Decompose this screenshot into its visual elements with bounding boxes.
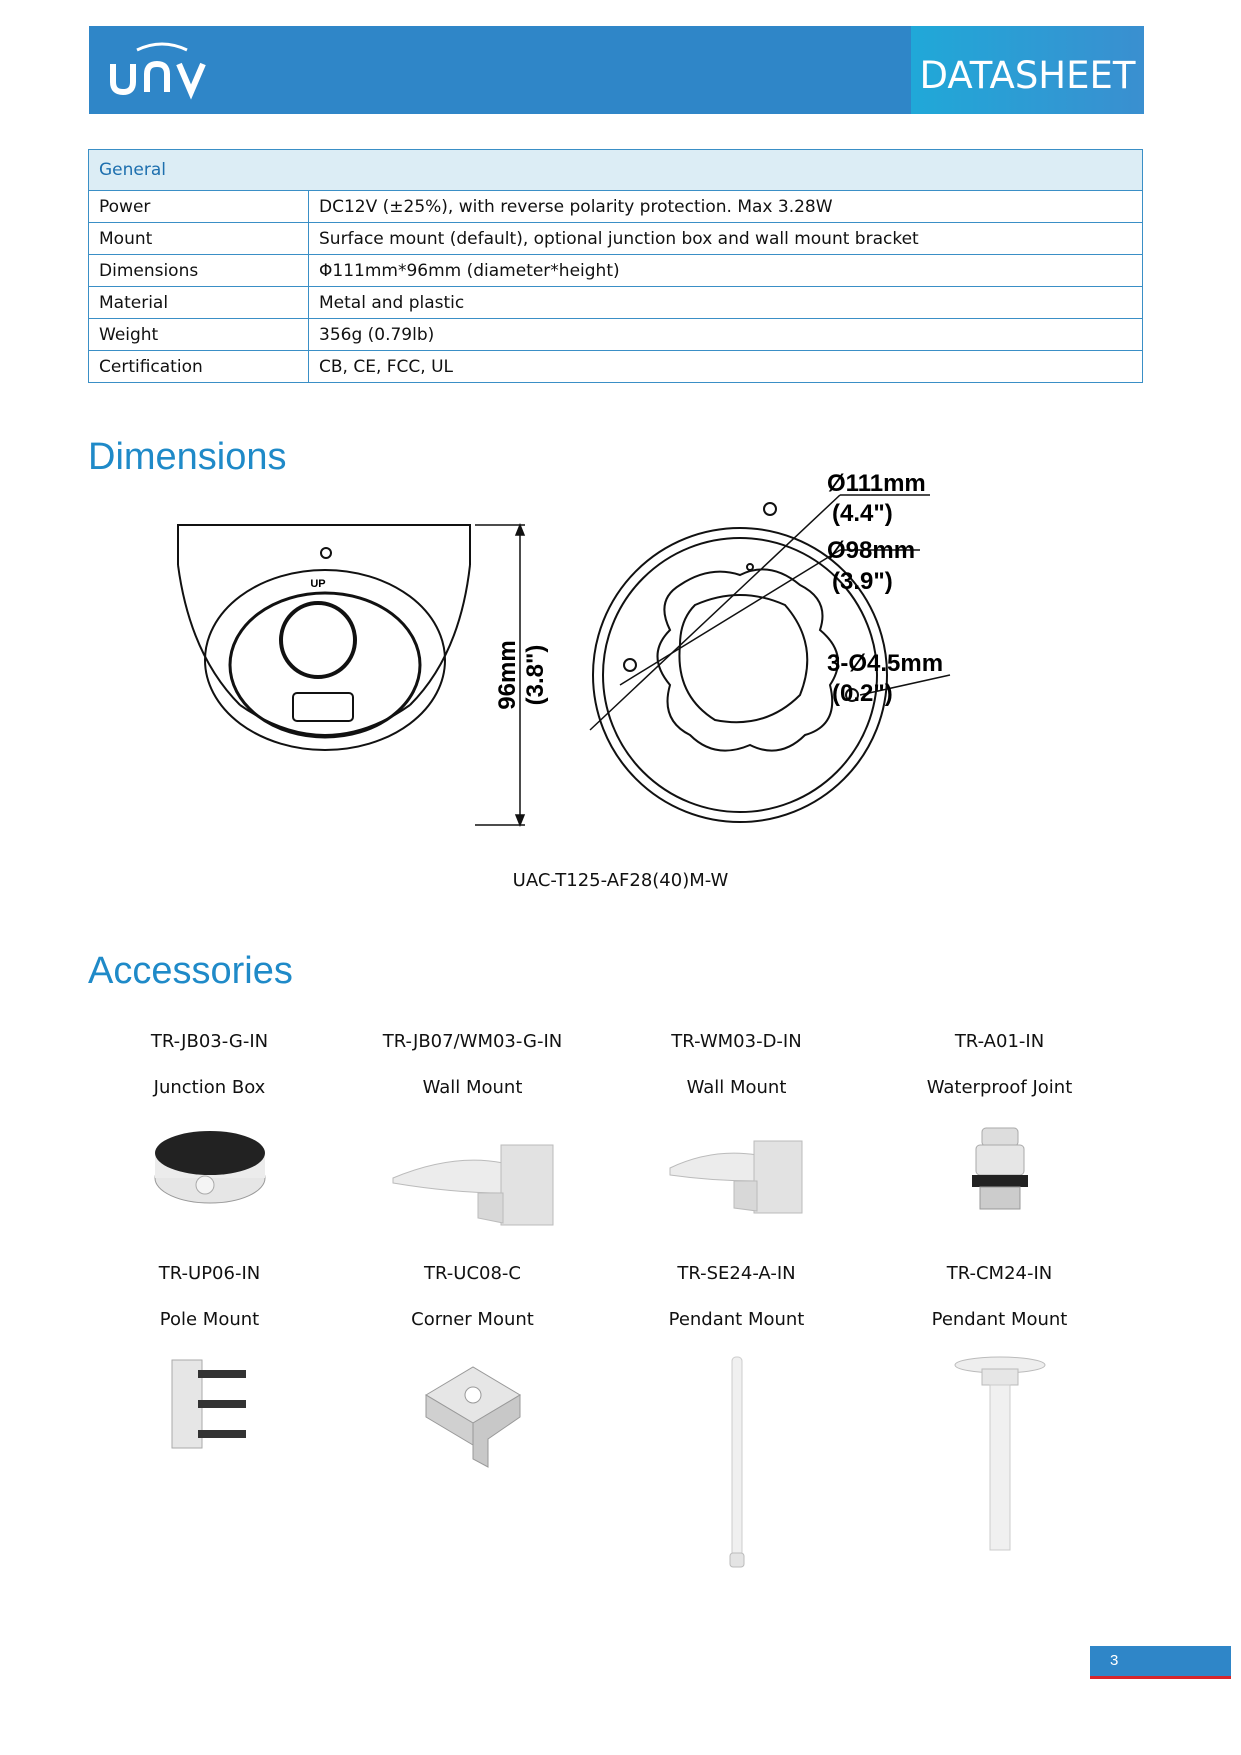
accessory-code: TR-JB07/WM03-G-IN [382,1031,563,1052]
accessory-code: TR-A01-IN [954,1031,1045,1052]
accessory-name: Wall Mount [686,1077,787,1098]
accessory-code: TR-CM24-IN [946,1263,1053,1284]
spec-value: Surface mount (default), optional junction box and wall mount bracket [309,223,1143,255]
unv-logo [107,40,217,100]
height-mm-label: 96mm [494,640,521,710]
page-number: 3 [1110,1652,1119,1669]
spec-value: Metal and plastic [309,287,1143,319]
waterproof-joint-icon [960,1123,1040,1223]
accessory-item [868,1263,1131,1555]
corner-mount-icon [418,1355,528,1475]
wall-mount-icon [383,1123,563,1233]
spec-key: Weight [89,319,309,351]
dimension-drawing [150,470,1080,845]
spec-key: Certification [89,351,309,383]
side-view-drawing [178,525,470,750]
accessory-code: TR-UC08-C [424,1263,521,1284]
accessory-code: TR-WM03-D-IN [671,1031,802,1052]
spec-value: 356g (0.79lb) [309,319,1143,351]
accessory-item [605,1263,868,1570]
accessories-heading: Accessories [88,950,293,992]
inner-diameter-mm: Ø98mm [827,537,916,564]
accessory-name: Waterproof Joint [926,1077,1073,1098]
accessory-name: Wall Mount [422,1077,523,1098]
accessory-code: TR-JB03-G-IN [150,1031,269,1052]
outer-diameter-mm: Ø111mm [827,470,926,497]
table-row [89,191,1143,223]
mount-hole-mm: 3-Ø4.5mm [827,650,944,677]
spec-key: Material [89,287,309,319]
table-row [89,255,1143,287]
general-title: General [89,150,1143,191]
accessory-name: Pendant Mount [668,1309,805,1330]
accessory-item [78,1263,341,1455]
table-row [89,351,1143,383]
spec-key: Power [89,191,309,223]
pendant-mount-icon [950,1355,1050,1555]
dimensions-heading: Dimensions [88,436,287,478]
accessory-code: TR-UP06-IN [158,1263,261,1284]
model-caption: UAC-T125-AF28(40)M-W [512,870,729,891]
table-row [89,223,1143,255]
pole-mount-icon [160,1355,260,1455]
header-banner [89,26,1144,114]
height-in-label: (3.8") [522,644,549,706]
accessory-item [605,1031,868,1223]
spec-key: Dimensions [89,255,309,287]
accessory-item [341,1031,604,1233]
inner-diameter-in: (3.9") [832,568,893,595]
junction-box-icon [145,1123,275,1213]
spec-value: DC12V (±25%), with reverse polarity protection. Max 3.28W [309,191,1143,223]
datasheet-label: DATASHEET [911,26,1144,114]
wall-mount-icon [662,1123,812,1223]
accessory-name: Corner Mount [411,1309,534,1330]
page-number-bar [1090,1646,1231,1679]
mount-hole-in: (0.2") [832,680,893,707]
outer-diameter-in: (4.4") [832,500,893,527]
accessory-code: TR-SE24-A-IN [677,1263,796,1284]
spec-value: CB, CE, FCC, UL [309,351,1143,383]
accessory-item [341,1263,604,1475]
spec-key: Mount [89,223,309,255]
accessory-name: Pole Mount [159,1309,260,1330]
accessory-name: Pendant Mount [931,1309,1068,1330]
table-row [89,319,1143,351]
accessory-item [78,1031,341,1213]
pendant-mount-icon [722,1355,752,1570]
up-mark: UP [310,578,326,590]
general-spec-table [88,149,1143,383]
table-row [89,287,1143,319]
accessory-name: Junction Box [153,1077,266,1098]
accessory-item [868,1031,1131,1223]
spec-value: Φ111mm*96mm (diameter*height) [309,255,1143,287]
